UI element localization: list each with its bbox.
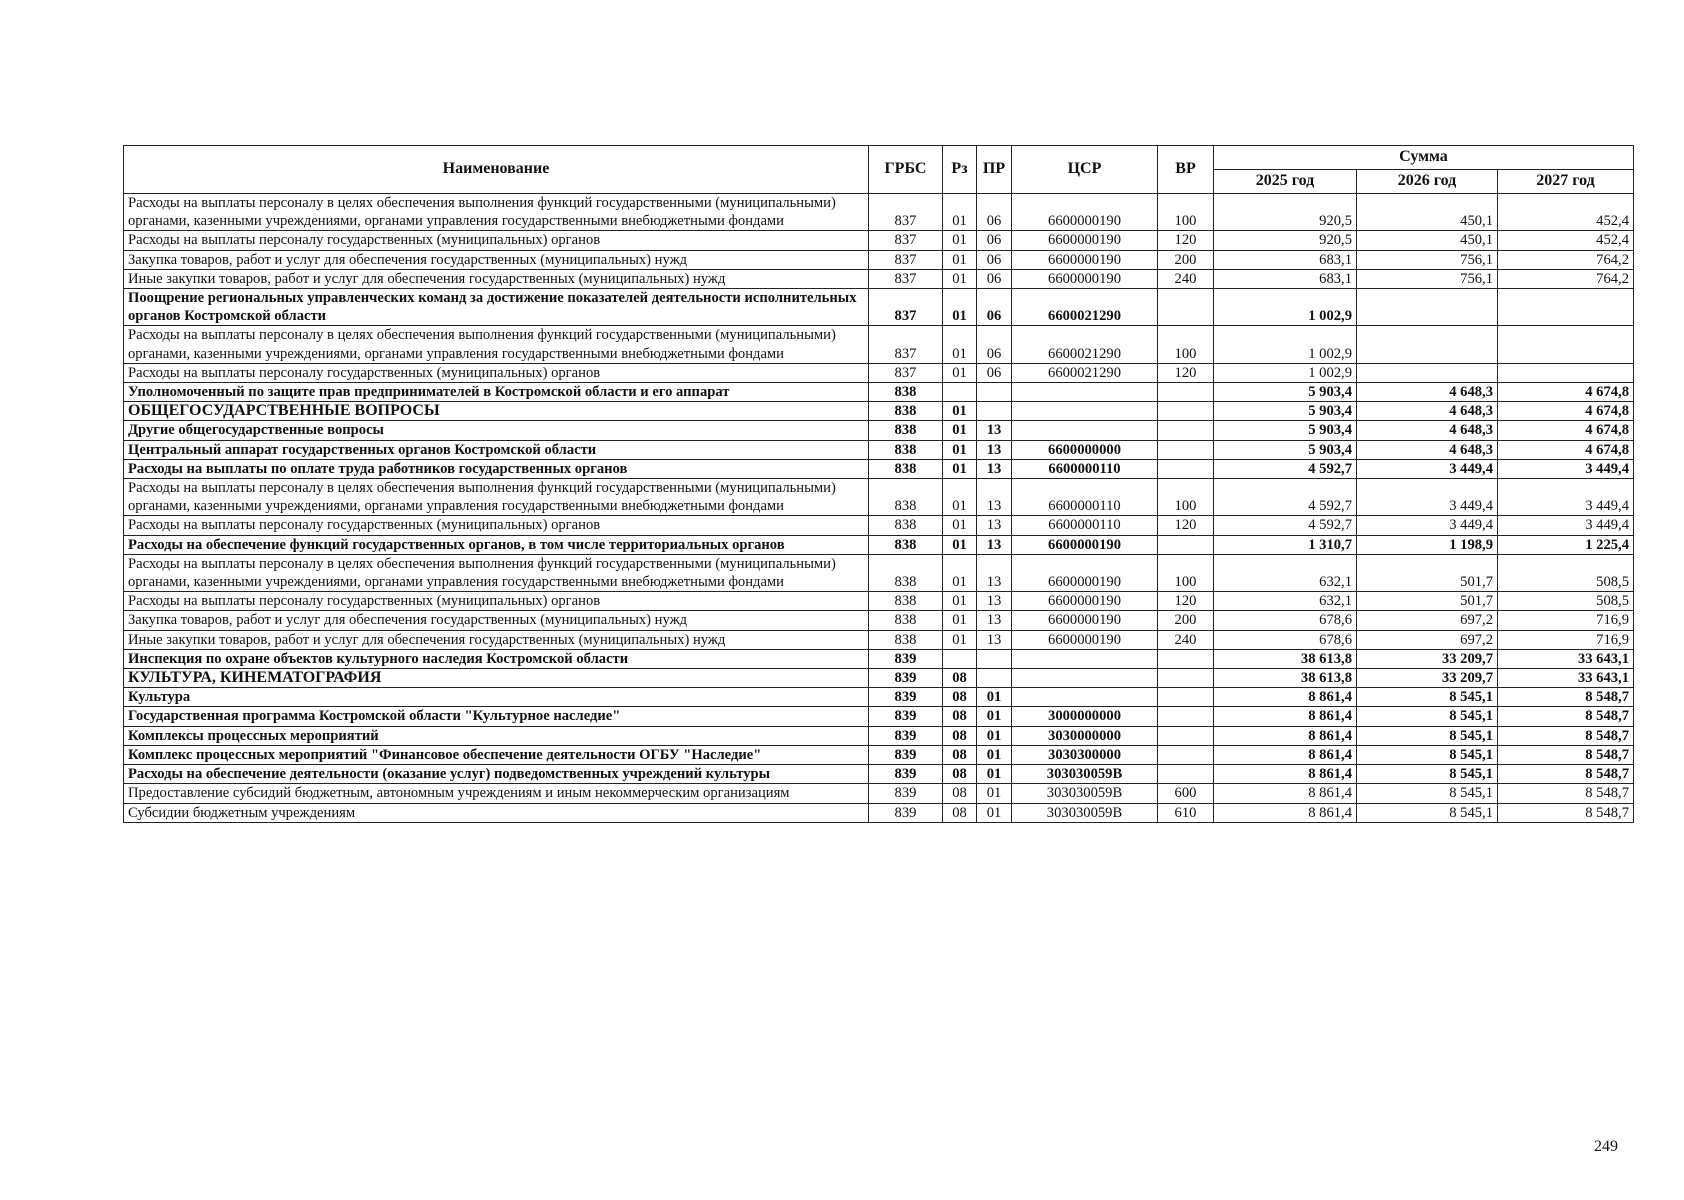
cell-sum-2026: 4 648,3 xyxy=(1357,383,1498,402)
cell-sum-2026: 33 209,7 xyxy=(1357,649,1498,668)
cell-name: Поощрение региональных управленческих команд за достижение показателей деятельности исполнительных органов Костромской области xyxy=(124,289,869,326)
cell-vr xyxy=(1158,726,1214,745)
cell-pr: 06 xyxy=(977,250,1012,269)
cell-vr: 600 xyxy=(1158,784,1214,803)
cell-vr: 100 xyxy=(1158,194,1214,231)
header-rz: Рз xyxy=(943,146,977,194)
table-row xyxy=(124,269,1634,288)
table-row xyxy=(124,765,1634,784)
cell-sum-2025: 678,6 xyxy=(1214,630,1357,649)
cell-csr: 6600000190 xyxy=(1012,611,1158,630)
table-row xyxy=(124,688,1634,707)
cell-pr: 13 xyxy=(977,479,1012,516)
cell-vr xyxy=(1158,688,1214,707)
table-row xyxy=(124,803,1634,822)
cell-sum-2027: 452,4 xyxy=(1498,194,1634,231)
table-row xyxy=(124,440,1634,459)
cell-pr: 13 xyxy=(977,592,1012,611)
header-2026: 2026 год xyxy=(1357,170,1498,194)
cell-sum-2025: 632,1 xyxy=(1214,554,1357,591)
cell-sum-2027: 508,5 xyxy=(1498,592,1634,611)
header-grbs: ГРБС xyxy=(869,146,943,194)
cell-name: Уполномоченный по защите прав предпринимателей в Костромской области и его аппарат xyxy=(124,383,869,402)
cell-vr: 100 xyxy=(1158,326,1214,363)
cell-sum-2027: 716,9 xyxy=(1498,611,1634,630)
cell-sum-2025: 1 002,9 xyxy=(1214,289,1357,326)
cell-csr: 6600021290 xyxy=(1012,289,1158,326)
table-row xyxy=(124,383,1634,402)
cell-name: Закупка товаров, работ и услуг для обеспечения государственных (муниципальных) нужд xyxy=(124,250,869,269)
cell-grbs: 837 xyxy=(869,289,943,326)
cell-rz: 01 xyxy=(943,479,977,516)
cell-sum-2027: 33 643,1 xyxy=(1498,649,1634,668)
cell-grbs: 837 xyxy=(869,269,943,288)
header-2025: 2025 год xyxy=(1214,170,1357,194)
cell-name: Государственная программа Костромской области "Культурное наследие" xyxy=(124,707,869,726)
table-row xyxy=(124,649,1634,668)
table-row xyxy=(124,194,1634,231)
cell-vr xyxy=(1158,745,1214,764)
cell-pr: 06 xyxy=(977,194,1012,231)
cell-rz: 01 xyxy=(943,402,977,421)
cell-sum-2026: 450,1 xyxy=(1357,194,1498,231)
cell-vr xyxy=(1158,383,1214,402)
cell-grbs: 838 xyxy=(869,554,943,591)
table-row xyxy=(124,745,1634,764)
cell-csr: 6600000190 xyxy=(1012,250,1158,269)
cell-sum-2026: 697,2 xyxy=(1357,630,1498,649)
cell-sum-2027: 8 548,7 xyxy=(1498,726,1634,745)
cell-sum-2025: 8 861,4 xyxy=(1214,803,1357,822)
cell-vr xyxy=(1158,402,1214,421)
cell-csr xyxy=(1012,421,1158,440)
cell-sum-2026: 8 545,1 xyxy=(1357,784,1498,803)
cell-sum-2027: 764,2 xyxy=(1498,250,1634,269)
cell-pr: 06 xyxy=(977,289,1012,326)
cell-name: Расходы на выплаты персоналу государственных (муниципальных) органов xyxy=(124,516,869,535)
cell-rz: 01 xyxy=(943,326,977,363)
cell-sum-2026: 697,2 xyxy=(1357,611,1498,630)
cell-rz: 08 xyxy=(943,745,977,764)
cell-vr: 120 xyxy=(1158,516,1214,535)
cell-pr xyxy=(977,669,1012,688)
header-pr: ПР xyxy=(977,146,1012,194)
cell-sum-2025: 678,6 xyxy=(1214,611,1357,630)
table-row xyxy=(124,669,1634,688)
table-row xyxy=(124,535,1634,554)
cell-pr: 13 xyxy=(977,440,1012,459)
cell-grbs: 839 xyxy=(869,688,943,707)
cell-vr: 240 xyxy=(1158,630,1214,649)
cell-sum-2027: 8 548,7 xyxy=(1498,688,1634,707)
cell-sum-2026: 8 545,1 xyxy=(1357,803,1498,822)
cell-name: Закупка товаров, работ и услуг для обеспечения государственных (муниципальных) нужд xyxy=(124,611,869,630)
cell-grbs: 839 xyxy=(869,726,943,745)
cell-sum-2027: 33 643,1 xyxy=(1498,669,1634,688)
cell-name: Предоставление субсидий бюджетным, автономным учреждениям и иным некоммерческим организациям xyxy=(124,784,869,803)
cell-rz xyxy=(943,649,977,668)
cell-rz: 01 xyxy=(943,289,977,326)
cell-sum-2025: 683,1 xyxy=(1214,269,1357,288)
cell-sum-2026: 8 545,1 xyxy=(1357,688,1498,707)
cell-sum-2027: 8 548,7 xyxy=(1498,707,1634,726)
header-vr: ВР xyxy=(1158,146,1214,194)
cell-sum-2027: 8 548,7 xyxy=(1498,803,1634,822)
cell-sum-2025: 8 861,4 xyxy=(1214,784,1357,803)
cell-grbs: 838 xyxy=(869,459,943,478)
cell-sum-2026: 756,1 xyxy=(1357,269,1498,288)
cell-vr: 120 xyxy=(1158,231,1214,250)
cell-csr: 6600000190 xyxy=(1012,194,1158,231)
cell-vr: 200 xyxy=(1158,250,1214,269)
cell-sum-2025: 4 592,7 xyxy=(1214,516,1357,535)
cell-csr: 6600000110 xyxy=(1012,516,1158,535)
cell-vr xyxy=(1158,459,1214,478)
cell-sum-2026: 8 545,1 xyxy=(1357,707,1498,726)
page-number: 249 xyxy=(1594,1138,1618,1155)
cell-pr: 13 xyxy=(977,516,1012,535)
cell-rz: 01 xyxy=(943,554,977,591)
cell-grbs: 838 xyxy=(869,479,943,516)
cell-csr: 6600000190 xyxy=(1012,269,1158,288)
cell-rz: 08 xyxy=(943,803,977,822)
cell-pr: 13 xyxy=(977,554,1012,591)
cell-pr: 01 xyxy=(977,765,1012,784)
cell-sum-2027 xyxy=(1498,363,1634,382)
cell-grbs: 837 xyxy=(869,363,943,382)
cell-rz: 01 xyxy=(943,611,977,630)
cell-rz: 01 xyxy=(943,459,977,478)
cell-rz: 08 xyxy=(943,707,977,726)
cell-rz: 01 xyxy=(943,363,977,382)
cell-sum-2026: 3 449,4 xyxy=(1357,516,1498,535)
cell-csr: 303030059В xyxy=(1012,803,1158,822)
cell-sum-2026: 8 545,1 xyxy=(1357,765,1498,784)
cell-vr: 100 xyxy=(1158,554,1214,591)
table-row xyxy=(124,363,1634,382)
cell-name: ОБЩЕГОСУДАРСТВЕННЫЕ ВОПРОСЫ xyxy=(124,402,869,421)
cell-pr: 06 xyxy=(977,231,1012,250)
cell-sum-2027: 3 449,4 xyxy=(1498,459,1634,478)
cell-rz: 01 xyxy=(943,592,977,611)
cell-rz: 08 xyxy=(943,688,977,707)
cell-sum-2025: 1 002,9 xyxy=(1214,326,1357,363)
cell-name: Расходы на выплаты персоналу государственных (муниципальных) органов xyxy=(124,231,869,250)
cell-sum-2025: 5 903,4 xyxy=(1214,383,1357,402)
cell-sum-2025: 38 613,8 xyxy=(1214,649,1357,668)
cell-csr: 6600000190 xyxy=(1012,554,1158,591)
cell-sum-2027: 716,9 xyxy=(1498,630,1634,649)
cell-name: Субсидии бюджетным учреждениям xyxy=(124,803,869,822)
cell-sum-2025: 4 592,7 xyxy=(1214,479,1357,516)
cell-sum-2027: 4 674,8 xyxy=(1498,421,1634,440)
cell-rz: 01 xyxy=(943,421,977,440)
cell-grbs: 838 xyxy=(869,402,943,421)
cell-sum-2025: 920,5 xyxy=(1214,231,1357,250)
cell-sum-2026: 8 545,1 xyxy=(1357,745,1498,764)
cell-sum-2026: 3 449,4 xyxy=(1357,479,1498,516)
cell-csr xyxy=(1012,688,1158,707)
cell-name: Расходы на выплаты по оплате труда работников государственных органов xyxy=(124,459,869,478)
table-row xyxy=(124,231,1634,250)
cell-pr: 01 xyxy=(977,745,1012,764)
cell-vr: 120 xyxy=(1158,363,1214,382)
cell-csr: 6600000110 xyxy=(1012,479,1158,516)
cell-name: Другие общегосударственные вопросы xyxy=(124,421,869,440)
cell-grbs: 839 xyxy=(869,669,943,688)
table-row xyxy=(124,592,1634,611)
cell-sum-2026: 4 648,3 xyxy=(1357,402,1498,421)
cell-csr: 3030300000 xyxy=(1012,745,1158,764)
cell-name: Иные закупки товаров, работ и услуг для обеспечения государственных (муниципальных) нужд xyxy=(124,630,869,649)
cell-grbs: 837 xyxy=(869,231,943,250)
cell-grbs: 839 xyxy=(869,784,943,803)
cell-sum-2026: 33 209,7 xyxy=(1357,669,1498,688)
table-row xyxy=(124,402,1634,421)
cell-vr: 200 xyxy=(1158,611,1214,630)
cell-sum-2027: 4 674,8 xyxy=(1498,402,1634,421)
cell-sum-2025: 8 861,4 xyxy=(1214,688,1357,707)
cell-csr: 6600021290 xyxy=(1012,326,1158,363)
cell-sum-2026: 501,7 xyxy=(1357,554,1498,591)
cell-csr: 6600000190 xyxy=(1012,630,1158,649)
table-row xyxy=(124,326,1634,363)
cell-vr: 100 xyxy=(1158,479,1214,516)
cell-sum-2026 xyxy=(1357,363,1498,382)
cell-vr xyxy=(1158,669,1214,688)
cell-vr: 240 xyxy=(1158,269,1214,288)
cell-sum-2025: 8 861,4 xyxy=(1214,765,1357,784)
cell-sum-2025: 1 002,9 xyxy=(1214,363,1357,382)
cell-name: Расходы на выплаты персоналу в целях обеспечения выполнения функций государственными (муниципальными) органами, казенными учреждениями, органами управления государственными внебюджетными фондами xyxy=(124,554,869,591)
cell-sum-2026: 1 198,9 xyxy=(1357,535,1498,554)
cell-csr xyxy=(1012,649,1158,668)
table-row xyxy=(124,784,1634,803)
cell-sum-2026 xyxy=(1357,326,1498,363)
cell-vr xyxy=(1158,649,1214,668)
cell-pr xyxy=(977,649,1012,668)
cell-name: Расходы на выплаты персоналу в целях обеспечения выполнения функций государственными (муниципальными) органами, казенными учреждениями, органами управления государственными внебюджетными фондами xyxy=(124,326,869,363)
cell-sum-2025: 5 903,4 xyxy=(1214,402,1357,421)
cell-sum-2025: 5 903,4 xyxy=(1214,440,1357,459)
cell-csr xyxy=(1012,383,1158,402)
cell-name: Расходы на выплаты персоналу в целях обеспечения выполнения функций государственными (муниципальными) органами, казенными учреждениями, органами управления государственными внебюджетными фондами xyxy=(124,194,869,231)
cell-csr: 6600000110 xyxy=(1012,459,1158,478)
cell-sum-2026 xyxy=(1357,289,1498,326)
cell-name: Иные закупки товаров, работ и услуг для обеспечения государственных (муниципальных) нужд xyxy=(124,269,869,288)
cell-csr xyxy=(1012,402,1158,421)
cell-grbs: 838 xyxy=(869,383,943,402)
cell-grbs: 838 xyxy=(869,516,943,535)
cell-name: Комплекс процессных мероприятий "Финансовое обеспечение деятельности ОГБУ "Наследие" xyxy=(124,745,869,764)
cell-sum-2027: 452,4 xyxy=(1498,231,1634,250)
cell-sum-2025: 8 861,4 xyxy=(1214,745,1357,764)
cell-sum-2025: 8 861,4 xyxy=(1214,726,1357,745)
cell-sum-2027: 3 449,4 xyxy=(1498,479,1634,516)
cell-csr: 6600000190 xyxy=(1012,535,1158,554)
table-row xyxy=(124,611,1634,630)
table-row xyxy=(124,554,1634,591)
cell-grbs: 838 xyxy=(869,535,943,554)
cell-pr: 13 xyxy=(977,459,1012,478)
cell-name: КУЛЬТУРА, КИНЕМАТОГРАФИЯ xyxy=(124,669,869,688)
cell-csr: 6600000000 xyxy=(1012,440,1158,459)
cell-csr: 303030059В xyxy=(1012,765,1158,784)
cell-rz: 01 xyxy=(943,250,977,269)
cell-rz: 01 xyxy=(943,630,977,649)
cell-grbs: 839 xyxy=(869,745,943,764)
cell-sum-2027 xyxy=(1498,326,1634,363)
cell-rz: 08 xyxy=(943,669,977,688)
budget-document-page xyxy=(123,145,1633,823)
cell-vr xyxy=(1158,440,1214,459)
cell-csr: 6600021290 xyxy=(1012,363,1158,382)
cell-sum-2025: 5 903,4 xyxy=(1214,421,1357,440)
cell-vr xyxy=(1158,421,1214,440)
cell-name: Комплексы процессных мероприятий xyxy=(124,726,869,745)
header-csr: ЦСР xyxy=(1012,146,1158,194)
cell-pr: 06 xyxy=(977,269,1012,288)
cell-sum-2027: 3 449,4 xyxy=(1498,516,1634,535)
cell-grbs: 839 xyxy=(869,803,943,822)
cell-sum-2025: 632,1 xyxy=(1214,592,1357,611)
cell-pr: 01 xyxy=(977,726,1012,745)
header-2027: 2027 год xyxy=(1498,170,1634,194)
cell-grbs: 838 xyxy=(869,592,943,611)
cell-grbs: 837 xyxy=(869,194,943,231)
table-row xyxy=(124,459,1634,478)
cell-csr: 6600000190 xyxy=(1012,592,1158,611)
table-row xyxy=(124,250,1634,269)
cell-sum-2027: 508,5 xyxy=(1498,554,1634,591)
table-row xyxy=(124,516,1634,535)
cell-vr xyxy=(1158,707,1214,726)
table-row xyxy=(124,421,1634,440)
cell-rz: 01 xyxy=(943,516,977,535)
cell-grbs: 838 xyxy=(869,611,943,630)
cell-pr: 13 xyxy=(977,611,1012,630)
cell-vr xyxy=(1158,535,1214,554)
cell-pr: 06 xyxy=(977,326,1012,363)
cell-vr xyxy=(1158,289,1214,326)
cell-pr: 01 xyxy=(977,803,1012,822)
cell-grbs: 838 xyxy=(869,630,943,649)
cell-pr: 01 xyxy=(977,688,1012,707)
cell-rz: 08 xyxy=(943,765,977,784)
cell-rz xyxy=(943,383,977,402)
cell-rz: 01 xyxy=(943,535,977,554)
cell-rz: 01 xyxy=(943,440,977,459)
cell-name: Расходы на обеспечение функций государственных органов, в том числе территориальных органов xyxy=(124,535,869,554)
cell-grbs: 837 xyxy=(869,250,943,269)
cell-sum-2026: 4 648,3 xyxy=(1357,440,1498,459)
cell-sum-2026: 450,1 xyxy=(1357,231,1498,250)
cell-rz: 01 xyxy=(943,194,977,231)
cell-sum-2027 xyxy=(1498,289,1634,326)
cell-pr: 13 xyxy=(977,421,1012,440)
cell-csr: 3000000000 xyxy=(1012,707,1158,726)
cell-grbs: 838 xyxy=(869,421,943,440)
cell-name: Расходы на выплаты персоналу государственных (муниципальных) органов xyxy=(124,363,869,382)
cell-rz: 01 xyxy=(943,269,977,288)
cell-name: Расходы на обеспечение деятельности (оказание услуг) подведомственных учреждений культуры xyxy=(124,765,869,784)
cell-name: Центральный аппарат государственных органов Костромской области xyxy=(124,440,869,459)
cell-sum-2027: 764,2 xyxy=(1498,269,1634,288)
cell-sum-2026: 4 648,3 xyxy=(1357,421,1498,440)
cell-name: Культура xyxy=(124,688,869,707)
cell-pr xyxy=(977,383,1012,402)
cell-name: Расходы на выплаты персоналу государственных (муниципальных) органов xyxy=(124,592,869,611)
table-row xyxy=(124,630,1634,649)
cell-sum-2025: 38 613,8 xyxy=(1214,669,1357,688)
cell-rz: 08 xyxy=(943,784,977,803)
table-body xyxy=(124,194,1634,823)
cell-pr: 01 xyxy=(977,784,1012,803)
cell-csr xyxy=(1012,669,1158,688)
cell-sum-2025: 920,5 xyxy=(1214,194,1357,231)
cell-vr xyxy=(1158,765,1214,784)
cell-sum-2025: 4 592,7 xyxy=(1214,459,1357,478)
cell-sum-2025: 8 861,4 xyxy=(1214,707,1357,726)
table-row xyxy=(124,707,1634,726)
header-name: Наименование xyxy=(124,146,869,194)
cell-vr: 120 xyxy=(1158,592,1214,611)
cell-sum-2027: 8 548,7 xyxy=(1498,745,1634,764)
cell-sum-2027: 4 674,8 xyxy=(1498,383,1634,402)
cell-sum-2026: 501,7 xyxy=(1357,592,1498,611)
table-row xyxy=(124,289,1634,326)
cell-csr: 3030000000 xyxy=(1012,726,1158,745)
cell-grbs: 837 xyxy=(869,326,943,363)
cell-sum-2027: 8 548,7 xyxy=(1498,784,1634,803)
cell-pr: 13 xyxy=(977,630,1012,649)
cell-rz: 01 xyxy=(943,231,977,250)
cell-sum-2026: 756,1 xyxy=(1357,250,1498,269)
cell-sum-2025: 683,1 xyxy=(1214,250,1357,269)
cell-grbs: 838 xyxy=(869,440,943,459)
cell-sum-2026: 3 449,4 xyxy=(1357,459,1498,478)
table-row xyxy=(124,726,1634,745)
cell-csr: 6600000190 xyxy=(1012,231,1158,250)
cell-sum-2027: 1 225,4 xyxy=(1498,535,1634,554)
cell-sum-2027: 4 674,8 xyxy=(1498,440,1634,459)
cell-name: Расходы на выплаты персоналу в целях обеспечения выполнения функций государственными (муниципальными) органами, казенными учреждениями, органами управления государственными внебюджетными фондами xyxy=(124,479,869,516)
budget-table xyxy=(123,145,1634,823)
cell-sum-2027: 8 548,7 xyxy=(1498,765,1634,784)
cell-sum-2025: 1 310,7 xyxy=(1214,535,1357,554)
cell-pr xyxy=(977,402,1012,421)
cell-pr: 01 xyxy=(977,707,1012,726)
cell-pr: 13 xyxy=(977,535,1012,554)
cell-grbs: 839 xyxy=(869,649,943,668)
cell-rz: 08 xyxy=(943,726,977,745)
cell-pr: 06 xyxy=(977,363,1012,382)
cell-vr: 610 xyxy=(1158,803,1214,822)
table-row xyxy=(124,479,1634,516)
header-sum: Сумма xyxy=(1214,146,1634,170)
cell-grbs: 839 xyxy=(869,765,943,784)
cell-csr: 303030059В xyxy=(1012,784,1158,803)
cell-grbs: 839 xyxy=(869,707,943,726)
cell-sum-2026: 8 545,1 xyxy=(1357,726,1498,745)
cell-name: Инспекция по охране объектов культурного наследия Костромской области xyxy=(124,649,869,668)
